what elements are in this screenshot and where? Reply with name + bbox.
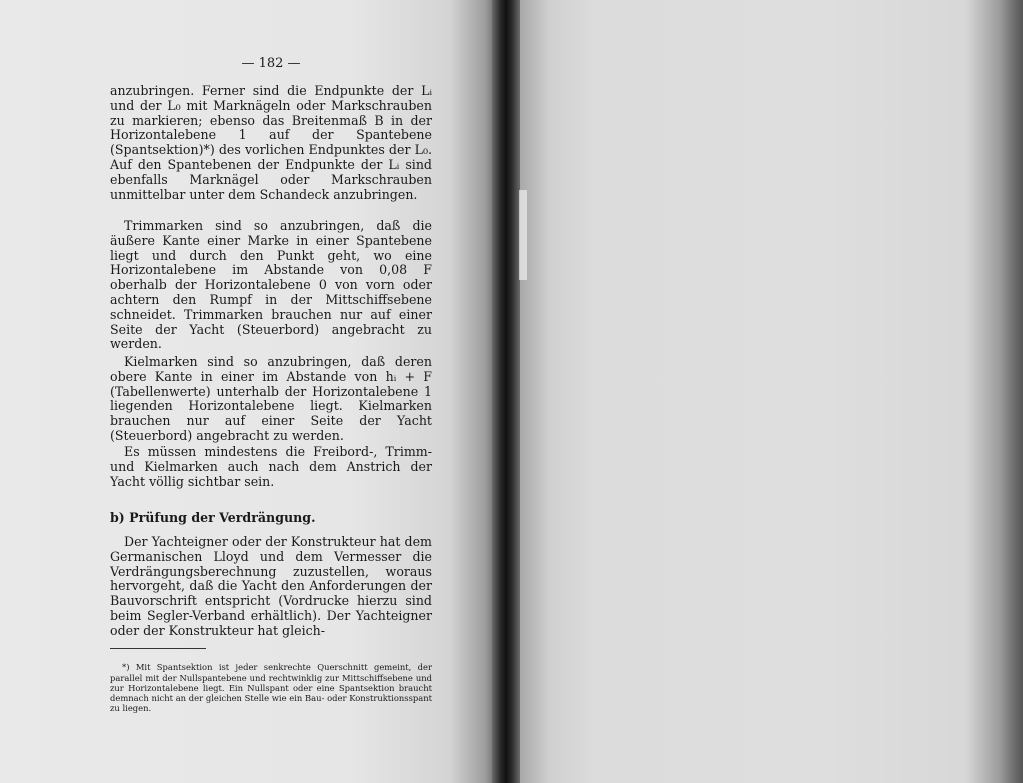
section-heading: b) Prüfung der Verdrängung. <box>110 510 316 525</box>
paragraph-5: Der Yachteigner oder der Konstrukteur hat dem Germanischen Lloyd und dem Vermesser die Verdrängungsberechnung zuzustellen, woraus hervorgeht, daß die Yacht den Anforderungen der Bauvorschrift entspricht (Vordrucke hierzu sind beim Segler-Verband erhältlich). Der Yachteigner oder der Konstrukteur hat gleich- <box>110 534 432 638</box>
footnote-divider <box>110 648 206 649</box>
paragraph-3: Kielmarken sind so anzubringen, daß deren obere Kante in einer im Abstande von hᵢ + F (Tabellenwerte) unterhalb der Horizontalebene 1 liegenden Horizontalebene liegt. Kielmarken brauchen nur auf einer Seite der Yacht (Steuerbord) angebracht zu werden. <box>110 354 432 443</box>
book-gutter <box>492 0 520 783</box>
paper-fold-mark <box>519 190 527 280</box>
paragraph-4: Es müssen mindestens die Freibord-, Trimm- und Kielmarken auch nach dem Anstrich der Yacht völlig sichtbar sein. <box>110 444 432 489</box>
paragraph-1: anzubringen. Ferner sind die Endpunkte der Lᵢ und der L₀ mit Marknägeln oder Markschrauben zu markieren; ebenso das Breitenmaß B in der Horizontalebene 1 auf der Spantebene (Spantsektion)*) des vorlichen Endpunktes der L₀. Auf den Spantebenen der Endpunkte der Lᵢ sind ebenfalls Marknägel oder Markschrauben unmittelbar unter dem Schandeck anzubringen. <box>110 83 432 202</box>
footnote: *) Mit Spantsektion ist jeder senkrechte Querschnitt gemeint, der parallel mit der Nullspantebene und rechtwinklig zur Mittschiffsebene und zur Horizontalebene liegt. Ein Nullspant oder eine Spantsektion braucht demnach nicht an der gleichen Stelle wie ein Bau- oder Konstruktionsspant zu liegen. <box>110 662 432 714</box>
page-number: — 182 — <box>241 56 301 71</box>
right-page-edge-shadow <box>968 0 1023 783</box>
right-page-blank <box>520 0 1023 783</box>
paragraph-2: Trimmarken sind so anzubringen, daß die äußere Kante einer Marke in einer Spantebene liegt und durch den Punkt geht, wo eine Horizontalebene im Abstande von 0,08 F oberhalb der Horizontalebene 0 von vorn oder achtern den Rumpf in der Mittschiffsebene schneidet. Trimmarken brauchen nur auf einer Seite der Yacht (Steuerbord) angebracht zu werden. <box>110 218 432 352</box>
